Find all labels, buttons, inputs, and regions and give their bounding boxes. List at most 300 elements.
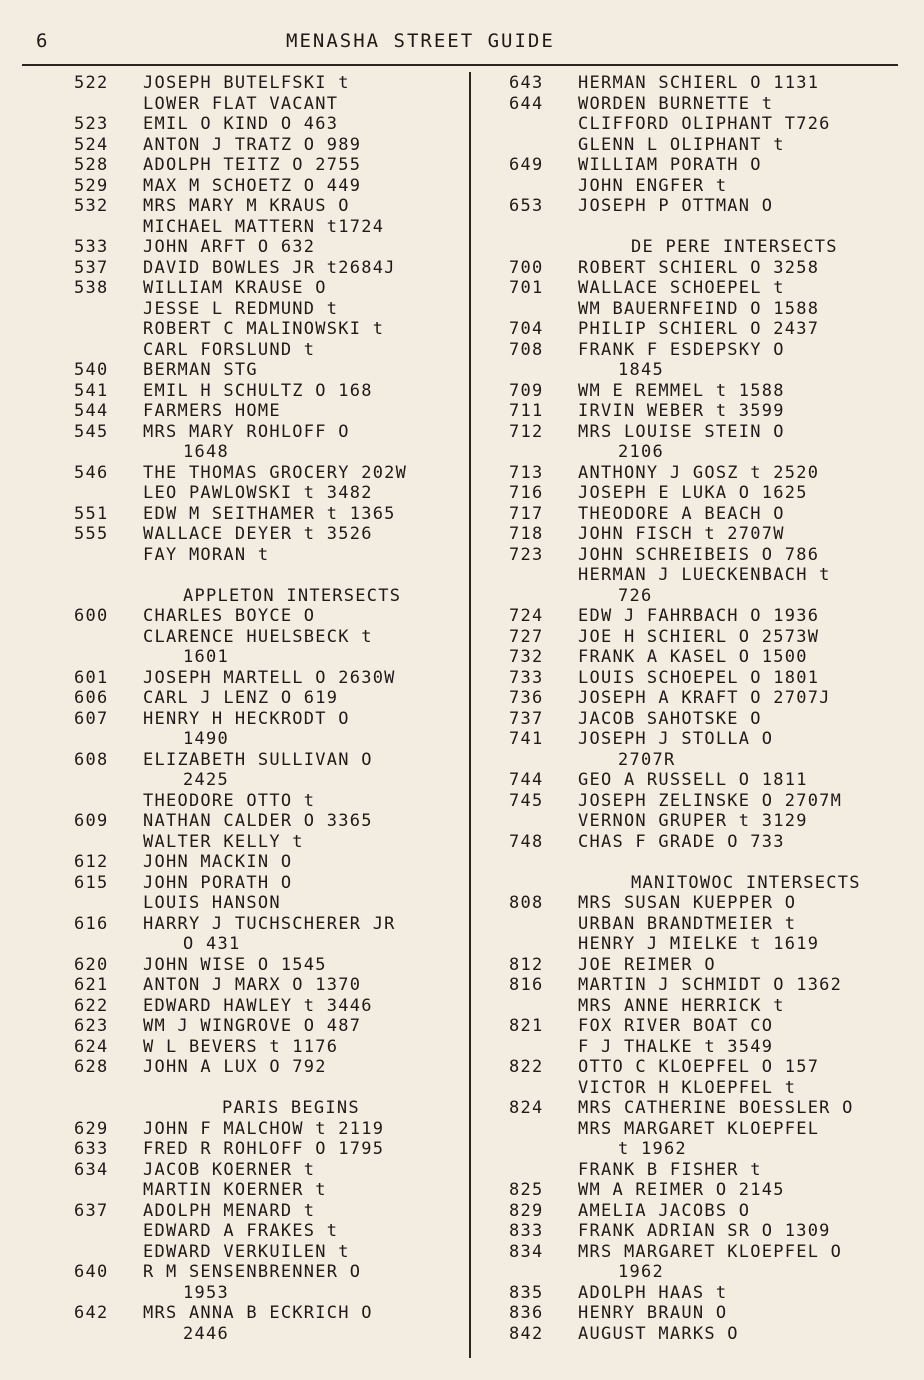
resident-text: MARTIN J SCHMIDT O 1362 <box>578 975 843 995</box>
directory-entry <box>509 955 901 976</box>
directory-entry <box>74 934 462 955</box>
directory-entry <box>74 955 462 976</box>
house-number: 736 <box>509 688 544 708</box>
house-number: 608 <box>74 749 109 770</box>
resident-text: CLIFFORD OLIPHANT T726 <box>578 114 831 134</box>
directory-entry <box>509 934 901 955</box>
resident-text: t 1962 <box>618 1139 687 1159</box>
directory-entry <box>74 545 462 566</box>
directory-entry <box>509 1119 901 1140</box>
house-number: 545 <box>74 421 109 442</box>
directory-entry <box>509 135 901 156</box>
directory-entry <box>509 1078 901 1099</box>
directory-entry <box>509 1016 901 1037</box>
resident-text: MRS ANNE HERRICK t <box>578 995 785 1016</box>
resident-text: MRS LOUISE STEIN O <box>578 421 785 442</box>
resident-text: JOHN ENGFER t <box>578 175 728 196</box>
directory-entry <box>509 893 901 914</box>
resident-text: CARL J LENZ O 619 <box>143 688 339 708</box>
resident-text: WM A REIMER O 2145 <box>578 1180 785 1200</box>
resident-text: JOSEPH A KRAFT O 2707J <box>578 688 831 708</box>
directory-entry <box>74 176 462 197</box>
resident-text: HERMAN J LUECKENBACH t <box>578 565 831 585</box>
directory-entry <box>509 422 901 443</box>
resident-text: JESSE L REDMUND t <box>143 298 339 319</box>
house-number: 709 <box>509 380 544 401</box>
resident-text: JOSEPH MARTELL O 2630W <box>143 667 396 688</box>
directory-entry <box>74 94 462 115</box>
directory-entry <box>509 340 901 361</box>
section-heading <box>509 237 901 258</box>
directory-entry <box>509 504 901 525</box>
directory-entry <box>74 319 462 340</box>
resident-text: FRANK B FISHER t <box>578 1159 762 1180</box>
resident-text: EMIL O KIND O 463 <box>143 114 339 134</box>
resident-text: JOHN WISE O 1545 <box>143 954 327 975</box>
resident-text: HENRY H HECKRODT O <box>143 708 350 729</box>
directory-entry <box>74 996 462 1017</box>
house-number: 824 <box>509 1098 544 1118</box>
directory-entry <box>509 463 901 484</box>
house-number: 637 <box>74 1200 109 1221</box>
resident-text: W L BEVERS t 1176 <box>143 1036 339 1057</box>
resident-text: WALLACE SCHOEPEL t <box>578 278 785 298</box>
section-label: PARIS BEGINS <box>222 1098 360 1118</box>
resident-text: HENRY J MIELKE t 1619 <box>578 934 820 954</box>
directory-entry <box>509 1160 901 1181</box>
house-number: 822 <box>509 1057 544 1077</box>
house-number: 622 <box>74 995 109 1016</box>
house-number: 829 <box>509 1200 544 1221</box>
page-number: 6 <box>36 30 49 52</box>
resident-text: JOHN FISCH t 2707W <box>578 524 785 544</box>
directory-entry <box>74 73 462 94</box>
header-rule <box>22 64 898 66</box>
resident-text: JOHN ARFT O 632 <box>143 237 316 257</box>
resident-text: 726 <box>618 585 653 606</box>
resident-text: IRVIN WEBER t 3599 <box>578 401 785 421</box>
directory-entry <box>74 627 462 648</box>
house-number: 748 <box>509 831 544 852</box>
house-number: 612 <box>74 852 109 872</box>
directory-entry <box>509 73 901 94</box>
house-number: 551 <box>74 503 109 524</box>
directory-entry <box>509 299 901 320</box>
house-number: 633 <box>74 1139 109 1159</box>
resident-text: FRANK F ESDEPSKY O <box>578 339 785 360</box>
resident-text: EDWARD VERKUILEN t <box>143 1241 350 1262</box>
resident-text: 1601 <box>183 647 229 667</box>
section-label: MANITOWOC INTERSECTS <box>631 872 861 893</box>
resident-text: JACOB KOERNER t <box>143 1159 316 1180</box>
house-number: 712 <box>509 421 544 442</box>
directory-entry <box>74 504 462 525</box>
house-number: 555 <box>74 524 109 544</box>
house-number: 711 <box>509 401 544 421</box>
resident-text: VERNON GRUPER t 3129 <box>578 811 808 831</box>
resident-text: GLENN L OLIPHANT t <box>578 134 785 155</box>
column-spacer <box>74 565 462 586</box>
resident-text: ADOLPH HAAS t <box>578 1282 728 1303</box>
house-number: 716 <box>509 483 544 503</box>
resident-text: FAY MORAN t <box>143 544 270 565</box>
directory-entry <box>509 750 901 771</box>
directory-entry <box>509 975 901 996</box>
resident-text: FOX RIVER BOAT CO <box>578 1016 774 1036</box>
directory-entry <box>74 750 462 771</box>
directory-entry <box>74 852 462 873</box>
house-number: 623 <box>74 1016 109 1036</box>
directory-entry <box>74 360 462 381</box>
resident-text: MRS MARGARET KLOEPFEL <box>578 1118 820 1139</box>
resident-text: EMIL H SCHULTZ O 168 <box>143 380 373 401</box>
resident-text: LOUIS HANSON <box>143 893 281 913</box>
resident-text: JOSEPH P OTTMAN O <box>578 196 774 216</box>
directory-entry <box>509 545 901 566</box>
directory-entry <box>509 1303 901 1324</box>
directory-entry <box>509 668 901 689</box>
directory-entry <box>509 1098 901 1119</box>
house-number: 532 <box>74 196 109 216</box>
directory-entry <box>74 217 462 238</box>
directory-entry <box>74 135 462 156</box>
house-number: 649 <box>509 155 544 175</box>
directory-entry <box>509 1139 901 1160</box>
directory-entry <box>509 401 901 422</box>
page-header <box>36 28 896 58</box>
resident-text: 2425 <box>183 770 229 790</box>
directory-entry <box>74 1242 462 1263</box>
section-heading <box>74 1098 462 1119</box>
directory-entry <box>74 975 462 996</box>
column-spacer <box>74 1078 462 1099</box>
house-number: 600 <box>74 606 109 626</box>
house-number: 529 <box>74 175 109 196</box>
directory-entry <box>509 627 901 648</box>
resident-text: LEO PAWLOWSKI t 3482 <box>143 483 373 503</box>
house-number: 644 <box>509 93 544 114</box>
house-number: 718 <box>509 524 544 544</box>
resident-text: CLARENCE HUELSBECK t <box>143 626 373 647</box>
directory-entry <box>74 811 462 832</box>
directory-entry <box>509 483 901 504</box>
directory-entry <box>509 914 901 935</box>
directory-entry <box>509 1201 901 1222</box>
house-number: 546 <box>74 462 109 483</box>
house-number: 643 <box>509 73 544 93</box>
directory-entry <box>509 196 901 217</box>
directory-entry <box>74 873 462 894</box>
house-number: 544 <box>74 401 109 421</box>
directory-entry <box>74 237 462 258</box>
house-number: 733 <box>509 667 544 688</box>
resident-text: WILLIAM KRAUSE O <box>143 278 327 298</box>
directory-entry <box>509 647 901 668</box>
house-number: 816 <box>509 975 544 995</box>
resident-text: WM BAUERNFEIND O 1588 <box>578 298 820 319</box>
house-number: 540 <box>74 360 109 380</box>
resident-text: 2446 <box>183 1323 229 1344</box>
resident-text: JOHN SCHREIBEIS O 786 <box>578 544 820 565</box>
resident-text: MRS MARY ROHLOFF O <box>143 421 350 442</box>
directory-entry <box>509 996 901 1017</box>
directory-entry <box>509 360 901 381</box>
directory-entry <box>74 1057 462 1078</box>
resident-text: WALLACE DEYER t 3526 <box>143 524 373 544</box>
directory-entry <box>509 1221 901 1242</box>
resident-text: BERMAN STG <box>143 360 258 380</box>
directory-entry <box>509 729 901 750</box>
resident-text: JOHN PORATH O <box>143 872 293 893</box>
resident-text: ELIZABETH SULLIVAN O <box>143 749 373 770</box>
resident-text: CHAS F GRADE O 733 <box>578 831 785 852</box>
directory-entry <box>74 196 462 217</box>
resident-text: FARMERS HOME <box>143 401 281 421</box>
resident-text: CHARLES BOYCE O <box>143 606 316 626</box>
section-label: DE PERE INTERSECTS <box>631 237 838 257</box>
directory-entry <box>74 647 462 668</box>
resident-text: 1845 <box>618 360 664 380</box>
directory-entry <box>74 1160 462 1181</box>
directory-entry <box>509 791 901 812</box>
resident-text: FRED R ROHLOFF O 1795 <box>143 1139 385 1159</box>
house-number: 621 <box>74 975 109 995</box>
directory-entry <box>74 1324 462 1345</box>
house-number: 732 <box>509 647 544 667</box>
resident-text: ANTON J MARX O 1370 <box>143 975 362 995</box>
section-label: APPLETON INTERSECTS <box>183 585 402 606</box>
resident-text: JOSEPH ZELINSKE O 2707M <box>578 790 843 811</box>
directory-entry <box>74 832 462 853</box>
resident-text: ROBERT C MALINOWSKI t <box>143 319 385 339</box>
resident-text: EDWARD A FRAKES t <box>143 1221 339 1241</box>
resident-text: THEODORE OTTO t <box>143 790 316 811</box>
resident-text: MARTIN KOERNER t <box>143 1180 327 1200</box>
directory-entry <box>509 1262 901 1283</box>
directory-entry <box>509 278 901 299</box>
section-heading <box>509 873 901 894</box>
house-number: 609 <box>74 811 109 831</box>
directory-entry <box>74 422 462 443</box>
resident-text: URBAN BRANDTMEIER t <box>578 913 797 934</box>
left-column <box>74 73 462 1344</box>
house-number: 642 <box>74 1303 109 1323</box>
house-number: 653 <box>509 196 544 216</box>
resident-text: EDWARD HAWLEY t 3446 <box>143 995 373 1016</box>
directory-entry <box>74 1037 462 1058</box>
column-divider <box>469 72 471 1358</box>
resident-text: FRANK A KASEL O 1500 <box>578 647 808 667</box>
resident-text: MRS SUSAN KUEPPER O <box>578 893 797 913</box>
house-number: 727 <box>509 626 544 647</box>
resident-text: JOHN MACKIN O <box>143 852 293 872</box>
resident-text: HARRY J TUCHSCHERER JR <box>143 913 396 934</box>
resident-text: MRS MARY M KRAUS O <box>143 196 350 216</box>
resident-text: HERMAN SCHIERL O 1131 <box>578 73 820 93</box>
directory-entry <box>74 1016 462 1037</box>
house-number: 624 <box>74 1036 109 1057</box>
directory-entry <box>74 463 462 484</box>
resident-text: WALTER KELLY t <box>143 831 304 852</box>
directory-entry <box>74 442 462 463</box>
column-spacer <box>509 852 901 873</box>
house-number: 708 <box>509 339 544 360</box>
house-number: 713 <box>509 462 544 483</box>
directory-entry <box>74 299 462 320</box>
house-number: 523 <box>74 114 109 134</box>
page-title: MENASHA STREET GUIDE <box>286 30 555 52</box>
directory-entry <box>74 155 462 176</box>
directory-entry <box>509 811 901 832</box>
resident-text: LOUIS SCHOEPEL O 1801 <box>578 667 820 688</box>
directory-entry <box>74 258 462 279</box>
resident-text: MAX M SCHOETZ O 449 <box>143 175 362 196</box>
resident-text: ROBERT SCHIERL O 3258 <box>578 257 820 278</box>
house-number: 606 <box>74 688 109 708</box>
house-number: 537 <box>74 257 109 278</box>
directory-entry <box>509 1057 901 1078</box>
resident-text: AUGUST MARKS O <box>578 1323 739 1344</box>
resident-text: DAVID BOWLES JR t2684J <box>143 257 396 278</box>
directory-entry <box>74 381 462 402</box>
house-number: 812 <box>509 954 544 975</box>
resident-text: JOSEPH J STOLLA O <box>578 729 774 749</box>
resident-text: 1490 <box>183 729 229 749</box>
resident-text: R M SENSENBRENNER O <box>143 1262 362 1282</box>
resident-text: HENRY BRAUN O <box>578 1303 728 1323</box>
directory-entry <box>74 1262 462 1283</box>
house-number: 717 <box>509 503 544 524</box>
house-number: 834 <box>509 1241 544 1262</box>
house-number: 836 <box>509 1303 544 1323</box>
directory-entry <box>509 442 901 463</box>
resident-text: 2707R <box>618 749 676 770</box>
directory-entry <box>509 114 901 135</box>
directory-entry <box>509 1180 901 1201</box>
directory-entry <box>509 770 901 791</box>
house-number: 533 <box>74 237 109 257</box>
house-number: 724 <box>509 606 544 626</box>
directory-entry <box>74 1303 462 1324</box>
house-number: 744 <box>509 770 544 790</box>
resident-text: CARL FORSLUND t <box>143 339 316 360</box>
right-column <box>509 73 901 1344</box>
house-number: 616 <box>74 913 109 934</box>
house-number: 833 <box>509 1221 544 1241</box>
resident-text: VICTOR H KLOEPFEL t <box>578 1077 797 1098</box>
directory-entry <box>74 1283 462 1304</box>
resident-text: WM E REMMEL t 1588 <box>578 380 785 401</box>
house-number: 835 <box>509 1282 544 1303</box>
directory-entry <box>74 688 462 709</box>
house-number: 640 <box>74 1262 109 1282</box>
directory-entry <box>509 1242 901 1263</box>
directory-entry <box>509 1283 901 1304</box>
resident-text: MRS CATHERINE BOESSLER O <box>578 1098 854 1118</box>
resident-text: FRANK ADRIAN SR O 1309 <box>578 1221 831 1241</box>
resident-text: AMELIA JACOBS O <box>578 1200 751 1221</box>
directory-entry <box>509 709 901 730</box>
resident-text: JOE H SCHIERL O 2573W <box>578 626 820 647</box>
directory-entry <box>509 606 901 627</box>
resident-text: THE THOMAS GROCERY 202W <box>143 462 408 483</box>
resident-text: EDW J FAHRBACH O 1936 <box>578 606 820 626</box>
directory-entry <box>74 483 462 504</box>
resident-text: GEO A RUSSELL O 1811 <box>578 770 808 790</box>
directory-entry <box>74 729 462 750</box>
resident-text: MICHAEL MATTERN t1724 <box>143 216 385 237</box>
house-number: 620 <box>74 954 109 975</box>
house-number: 528 <box>74 155 109 175</box>
house-number: 723 <box>509 544 544 565</box>
section-heading <box>74 586 462 607</box>
column-spacer <box>509 217 901 238</box>
house-number: 842 <box>509 1323 544 1344</box>
directory-entry <box>74 893 462 914</box>
resident-text: 1648 <box>183 442 229 462</box>
directory-entry <box>74 1119 462 1140</box>
directory-entry <box>74 401 462 422</box>
house-number: 628 <box>74 1057 109 1077</box>
house-number: 607 <box>74 708 109 729</box>
resident-text: LOWER FLAT VACANT <box>143 93 339 114</box>
resident-text: JOHN F MALCHOW t 2119 <box>143 1118 385 1139</box>
house-number: 538 <box>74 278 109 298</box>
directory-entry <box>74 340 462 361</box>
house-number: 541 <box>74 380 109 401</box>
resident-text: THEODORE A BEACH O <box>578 503 785 524</box>
resident-text: ANTON J TRATZ O 989 <box>143 134 362 155</box>
resident-text: EDW M SEITHAMER t 1365 <box>143 503 396 524</box>
directory-entry <box>74 606 462 627</box>
resident-text: 2106 <box>618 442 664 462</box>
house-number: 737 <box>509 708 544 729</box>
house-number: 700 <box>509 257 544 278</box>
resident-text: ADOLPH TEITZ O 2755 <box>143 155 362 175</box>
resident-text: MRS ANNA B ECKRICH O <box>143 1303 373 1323</box>
directory-entry <box>74 668 462 689</box>
directory-entry <box>74 1180 462 1201</box>
house-number: 745 <box>509 790 544 811</box>
house-number: 522 <box>74 73 109 93</box>
directory-entry <box>509 524 901 545</box>
directory-entry <box>74 1201 462 1222</box>
directory-entry <box>509 381 901 402</box>
resident-text: JOSEPH BUTELFSKI t <box>143 73 350 93</box>
house-number: 524 <box>74 134 109 155</box>
directory-entry <box>74 914 462 935</box>
resident-text: JACOB SAHOTSKE O <box>578 708 762 729</box>
resident-text: OTTO C KLOEPFEL O 157 <box>578 1057 820 1077</box>
resident-text: 1962 <box>618 1262 664 1282</box>
house-number: 601 <box>74 667 109 688</box>
resident-text: ANTHONY J GOSZ t 2520 <box>578 462 820 483</box>
resident-text: ADOLPH MENARD t <box>143 1200 316 1221</box>
house-number: 615 <box>74 872 109 893</box>
directory-entry <box>74 524 462 545</box>
resident-text: WILLIAM PORATH O <box>578 155 762 175</box>
house-number: 634 <box>74 1159 109 1180</box>
directory-entry <box>509 176 901 197</box>
directory-entry <box>509 832 901 853</box>
directory-entry <box>509 688 901 709</box>
directory-entry <box>74 770 462 791</box>
resident-text: WORDEN BURNETTE t <box>578 93 774 114</box>
directory-entry <box>509 1324 901 1345</box>
resident-text: F J THALKE t 3549 <box>578 1036 774 1057</box>
resident-text: JOE REIMER O <box>578 954 716 975</box>
resident-text: JOSEPH E LUKA O 1625 <box>578 483 808 503</box>
